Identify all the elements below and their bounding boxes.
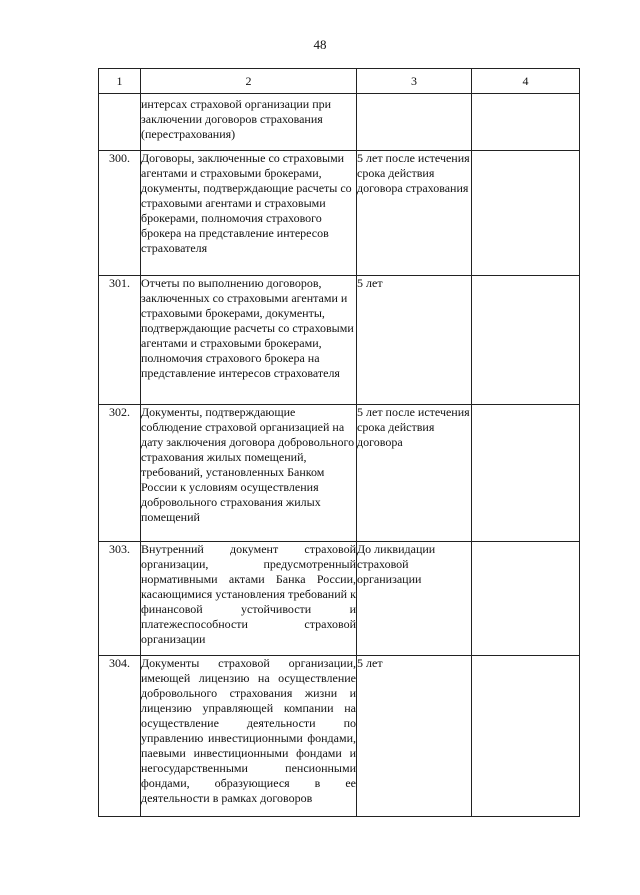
document-description: интерсах страховой организации при заключении договоров страхования (перестрахования) [141,94,357,151]
row-note [472,151,580,276]
table-row [99,542,580,656]
row-number: 303. [99,542,141,656]
table-row [99,656,580,817]
table-row [99,94,580,151]
retention-table [98,68,580,817]
document-description: Документы страховой организации, имеющей лицензию на осуществление добровольного страхования жизни и лицензию управляющей компании на осуществление деятельности по управлению инвестиционными фондами, паевыми инвестиционными фондами и негосударственными пенсионными фондами, образующиеся в ее деятельности в рамках договоров [141,656,357,817]
retention-period [357,94,472,151]
retention-period: 5 лет [357,656,472,817]
row-number: 300. [99,151,141,276]
row-note [472,656,580,817]
table-row [99,276,580,405]
table-header-row [99,69,580,94]
row-note [472,94,580,151]
document-description: Документы, подтверждающие соблюдение страховой организацией на дату заключения договора добровольного страхования жилых помещений, требований, установленных Банком России к условиям осуществления добровольного страхования жилых помещений [141,405,357,542]
row-number: 304. [99,656,141,817]
retention-period: 5 лет [357,276,472,405]
document-description: Договоры, заключенные со страховыми агентами и страховыми брокерами, документы, подтверждающие расчеты со страховыми агентами и страховыми брокерами, полномочия страхового брокера на представление интересов страхователя [141,151,357,276]
table-row [99,405,580,542]
column-header-1: 1 [99,69,141,94]
retention-period: До ликвидации страховой организации [357,542,472,656]
row-note [472,405,580,542]
page-number: 48 [313,37,327,52]
row-number: 302. [99,405,141,542]
column-header-4: 4 [472,69,580,94]
column-header-3: 3 [357,69,472,94]
row-number: 301. [99,276,141,405]
document-description: Отчеты по выполнению договоров, заключенных со страховыми агентами и страховыми брокерами, документы, подтверждающие расчеты со страховыми агентами и страховыми брокерами, полномочия страхового брокера на представление интересов страхователя [141,276,357,405]
retention-period: 5 лет после истечения срока действия договора [357,405,472,542]
row-note [472,542,580,656]
row-note [472,276,580,405]
column-header-2: 2 [141,69,357,94]
document-description: Внутренний документ страховой организации, предусмотренный нормативными актами Банка России, касающимися установления требований к финансовой устойчивости и платежеспособности страховой организации [141,542,357,656]
row-number [99,94,141,151]
table-row [99,151,580,276]
retention-period: 5 лет после истечения срока действия договора страхования [357,151,472,276]
